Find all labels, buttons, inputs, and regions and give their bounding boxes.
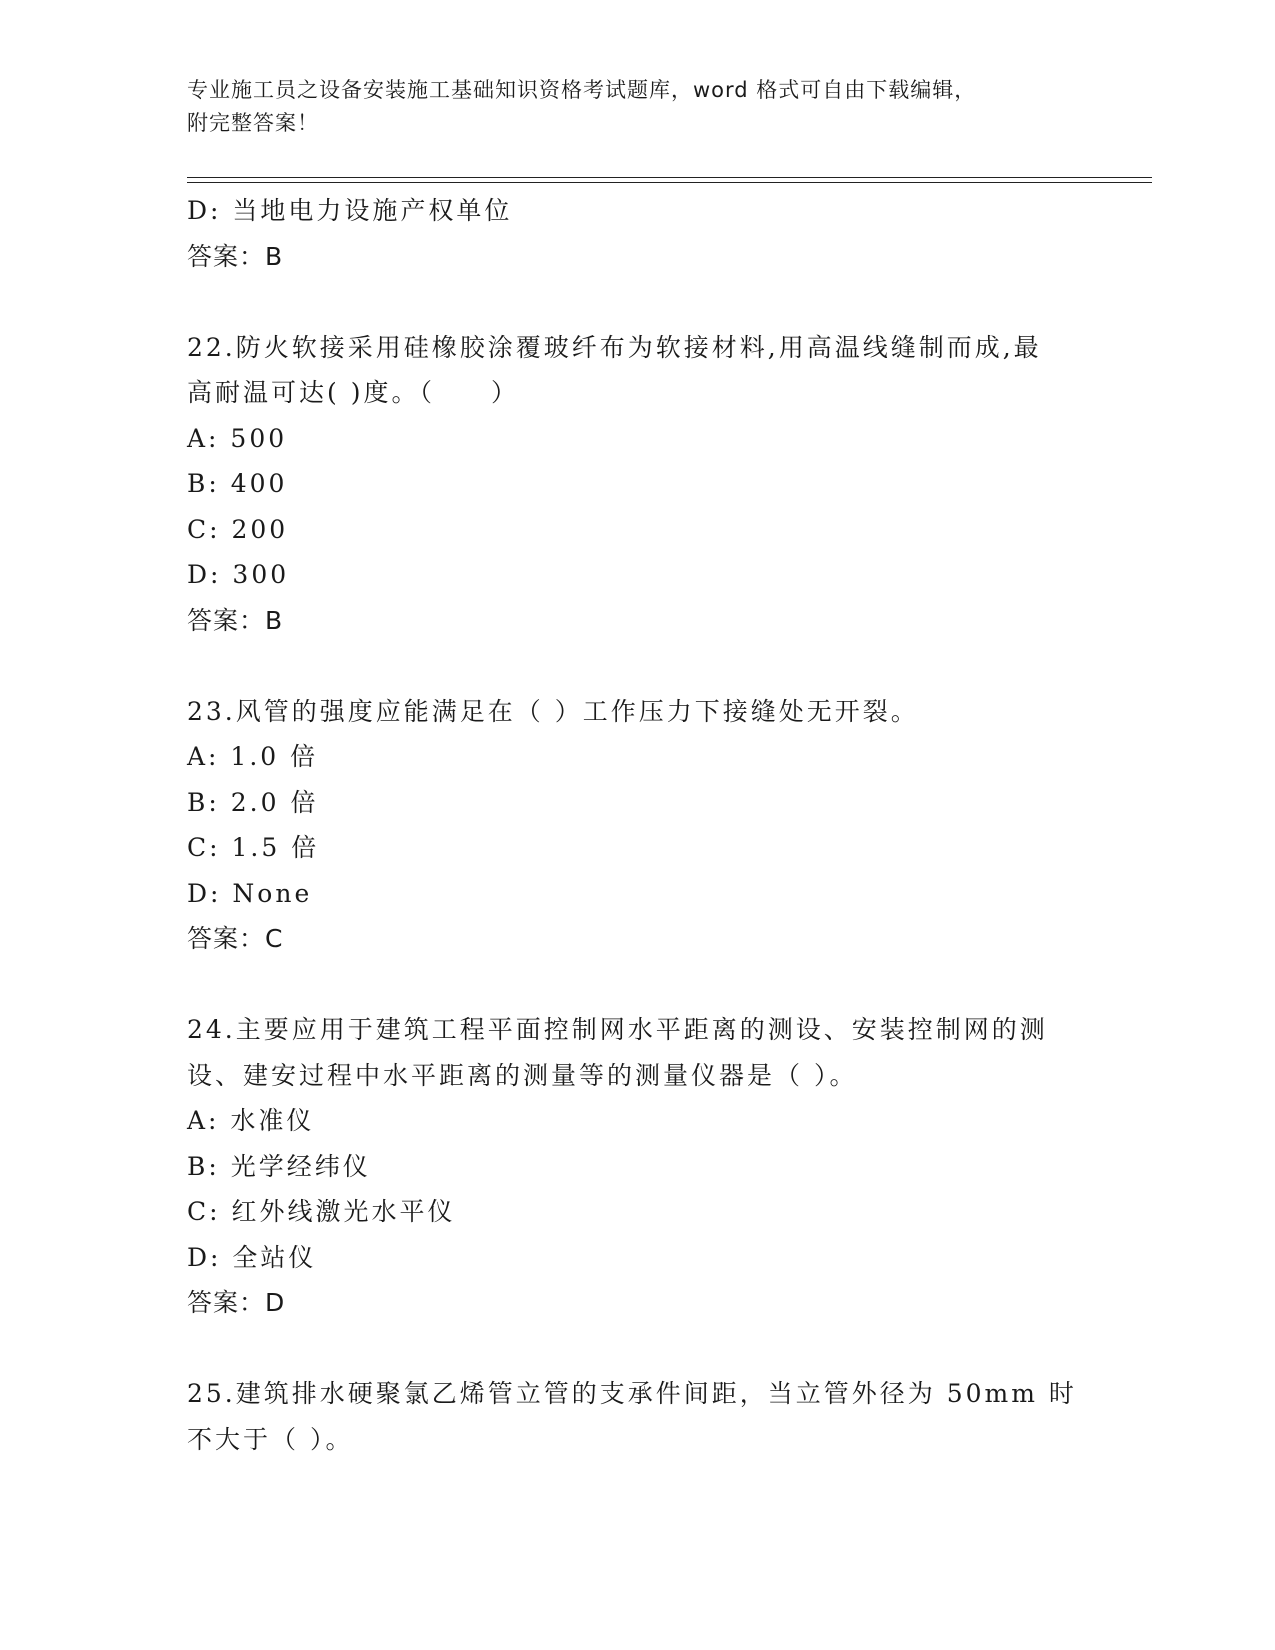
spacer	[187, 643, 1067, 689]
option-d: D: None	[187, 878, 313, 908]
question-24	[187, 1007, 1067, 1326]
option-c: C: 1.5 倍	[187, 833, 320, 862]
answer-label: 答案：B	[187, 605, 284, 635]
question-25	[187, 1371, 1077, 1462]
option-c: C: 红外线激光水平仪	[187, 1197, 456, 1226]
option-d: D: 300	[187, 560, 290, 589]
question-23	[187, 689, 1067, 962]
question-text-line-1: 23.风管的强度应能满足在（ ）工作压力下接缝处无开裂。	[187, 696, 919, 726]
question-text-line-1: 25.建筑排水硬聚氯乙烯管立管的支承件间距，当立管外径为 50mm 时	[187, 1379, 1077, 1408]
question-21-tail	[187, 188, 1067, 279]
answer-label: 答案：D	[187, 1288, 286, 1317]
question-text-line-2: 不大于（ ）。	[187, 1424, 354, 1454]
answer-label: 答案：C	[187, 924, 284, 953]
option-b: B: 400	[187, 469, 288, 498]
spacer	[187, 279, 1067, 325]
header-divider-top	[187, 177, 1152, 178]
question-22	[187, 325, 1067, 644]
header-divider-bottom	[187, 182, 1152, 183]
spacer	[187, 1326, 1067, 1372]
spacer	[187, 962, 1067, 1008]
option-d: D: 全站仪	[187, 1242, 317, 1272]
question-text-line-1: 22.防火软接采用硅橡胶涂覆玻纤布为软接材料,用高温线缝制而成,最	[187, 332, 1042, 362]
header-line-2: 附完整答案！	[187, 111, 319, 135]
answer-label: 答案：B	[187, 241, 284, 271]
option-b: B: 2.0 倍	[187, 787, 319, 817]
document-header	[187, 74, 1067, 140]
option-d: D: 当地电力设施产权单位	[187, 196, 513, 225]
option-a: A: 水准仪	[187, 1106, 315, 1135]
question-list	[187, 188, 1077, 1462]
option-c: C: 200	[187, 514, 289, 544]
question-text-line-1: 24.主要应用于建筑工程平面控制网水平距离的测设、安装控制网的测	[187, 1015, 1048, 1044]
question-text-line-2: 高耐温可达( )度。（ ）	[187, 378, 519, 407]
option-b: B: 光学经纬仪	[187, 1151, 371, 1181]
option-a: A: 500	[187, 423, 288, 453]
header-line-1: 专业施工员之设备安装施工基础知识资格考试题库，word 格式可自由下载编辑，	[187, 78, 977, 102]
option-a: A: 1.0 倍	[187, 742, 319, 771]
question-text-line-2: 设、建安过程中水平距离的测量等的测量仪器是（ ）。	[187, 1060, 858, 1090]
